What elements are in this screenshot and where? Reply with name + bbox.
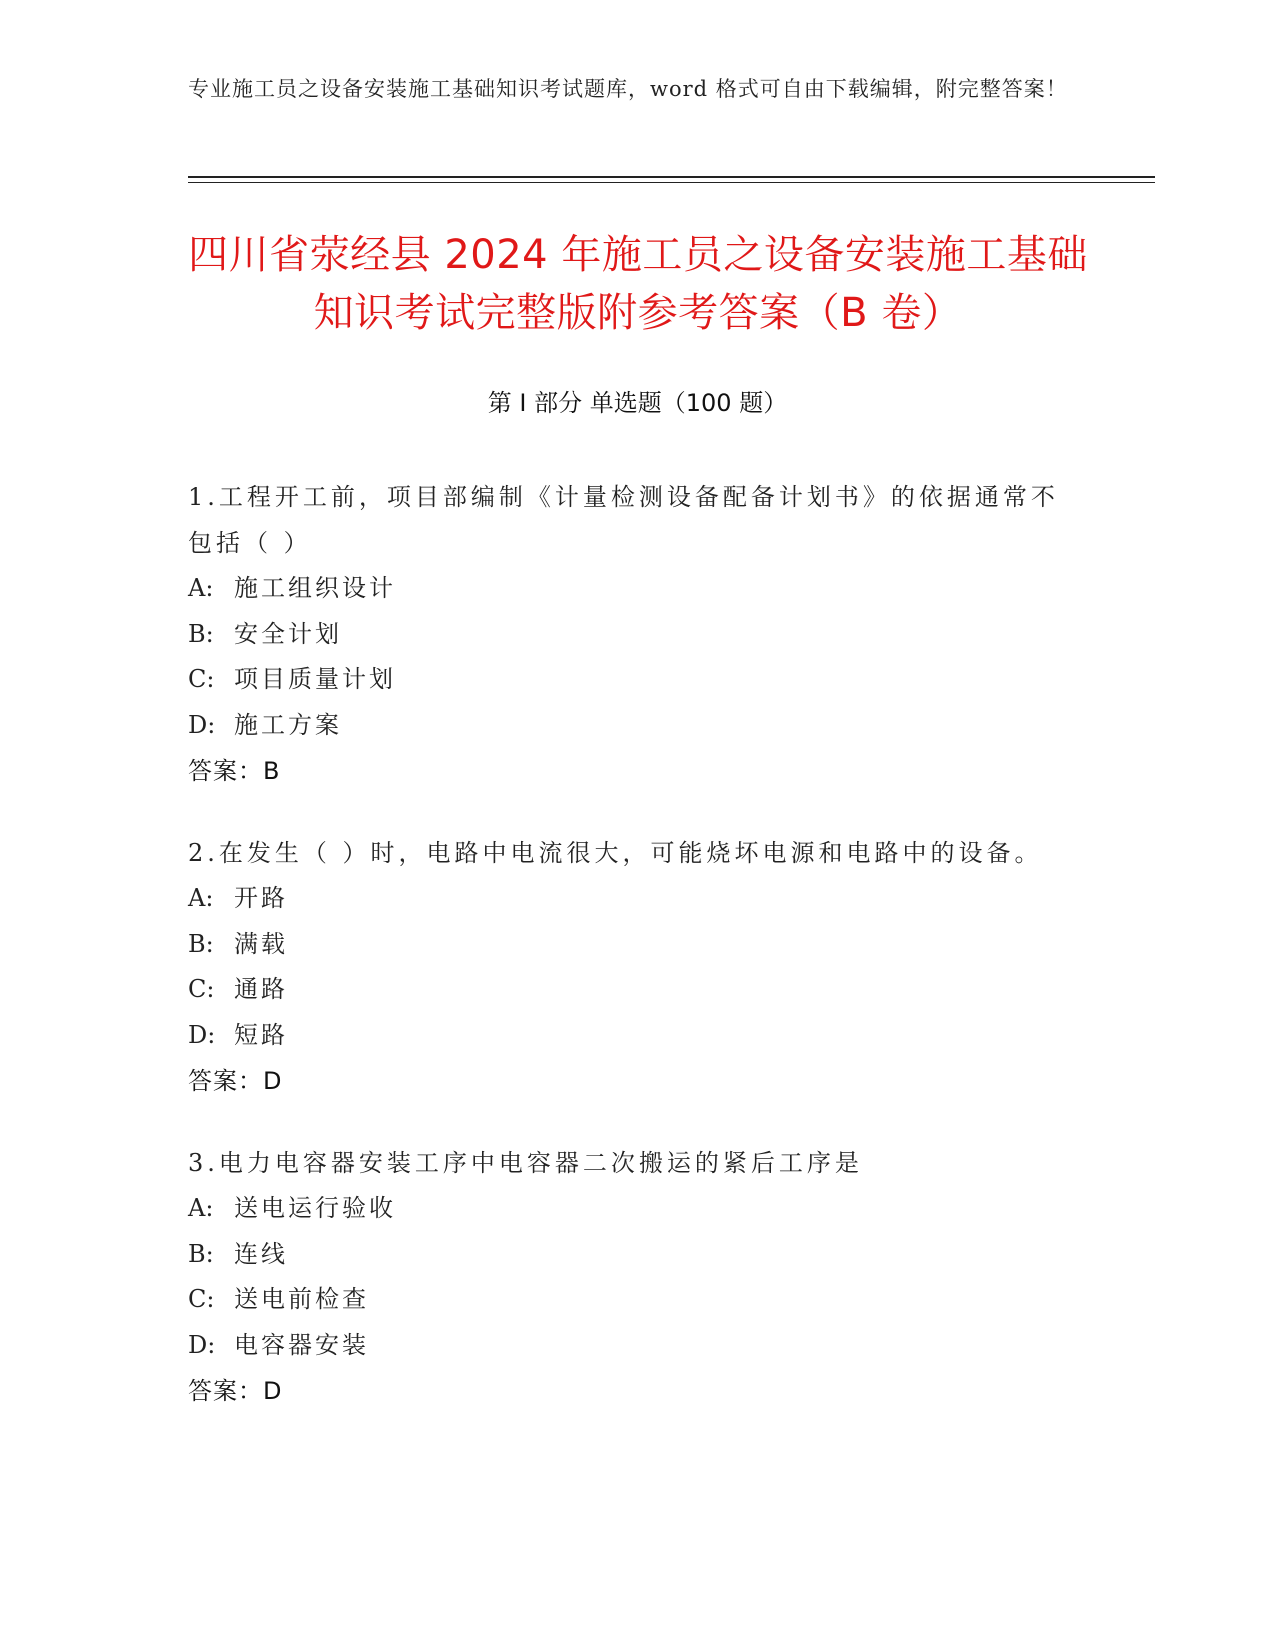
header-divider-thin [188, 182, 1155, 183]
option-a [188, 1186, 1068, 1232]
question-text: 1.工程开工前，项目部编制《计量检测设备配备计划书》的依据通常不包括（ ） [188, 483, 1059, 557]
question-text: 3.电力电容器安装工序中电容器二次搬运的紧后工序是 [188, 1149, 863, 1177]
option-text: 通路 [234, 975, 288, 1003]
option-a [188, 876, 1068, 922]
option-text: 电容器安装 [234, 1330, 369, 1359]
option-text: 短路 [234, 1020, 288, 1049]
document-title: 四川省荥经县 2024 年施工员之设备安装施工基础知识考试完整版附参考答案（B 卷） [188, 232, 1088, 336]
answer-label: 答案：D [188, 1067, 283, 1095]
option-d [188, 703, 1068, 749]
option-letter: D: [188, 1020, 216, 1049]
option-letter: B: [188, 619, 214, 648]
option-b [188, 612, 1068, 658]
option-text: 项目质量计划 [234, 665, 396, 693]
option-text: 施工组织设计 [234, 574, 396, 602]
option-letter: B: [188, 1239, 214, 1268]
question-list [188, 474, 1068, 1450]
option-c [188, 967, 1068, 1013]
option-letter: C: [188, 665, 215, 693]
option-text: 施工方案 [234, 710, 342, 739]
question-text: 2.在发生（ ）时，电路中电流很大，可能烧坏电源和电路中的设备。 [188, 839, 1043, 867]
option-letter: D: [188, 710, 216, 739]
header-note: 专业施工员之设备安装施工基础知识考试题库，word 格式可自由下载编辑，附完整答案！ [188, 77, 1068, 101]
option-letter: C: [188, 975, 215, 1003]
option-letter: A: [188, 884, 214, 912]
option-b [188, 922, 1068, 968]
option-b [188, 1232, 1068, 1278]
option-text: 连线 [234, 1239, 288, 1268]
question-1 [188, 474, 1068, 794]
option-text: 送电前检查 [234, 1285, 369, 1313]
header-divider-thick [188, 176, 1155, 178]
section-heading: 第 I 部分 单选题（100 题） [487, 389, 788, 417]
question-2 [188, 830, 1068, 1104]
option-text: 送电运行验收 [234, 1194, 396, 1222]
option-letter: D: [188, 1330, 216, 1359]
option-text: 开路 [234, 884, 288, 912]
answer-label: 答案：B [188, 757, 281, 785]
option-c [188, 657, 1068, 703]
answer-label: 答案：D [188, 1377, 283, 1405]
option-a [188, 566, 1068, 612]
option-c [188, 1277, 1068, 1323]
option-letter: A: [188, 574, 214, 602]
question-3 [188, 1140, 1068, 1414]
option-letter: B: [188, 929, 214, 958]
option-d [188, 1323, 1068, 1369]
option-letter: C: [188, 1285, 215, 1313]
option-d [188, 1013, 1068, 1059]
option-letter: A: [188, 1194, 214, 1222]
option-text: 安全计划 [234, 619, 342, 648]
option-text: 满载 [234, 929, 288, 958]
